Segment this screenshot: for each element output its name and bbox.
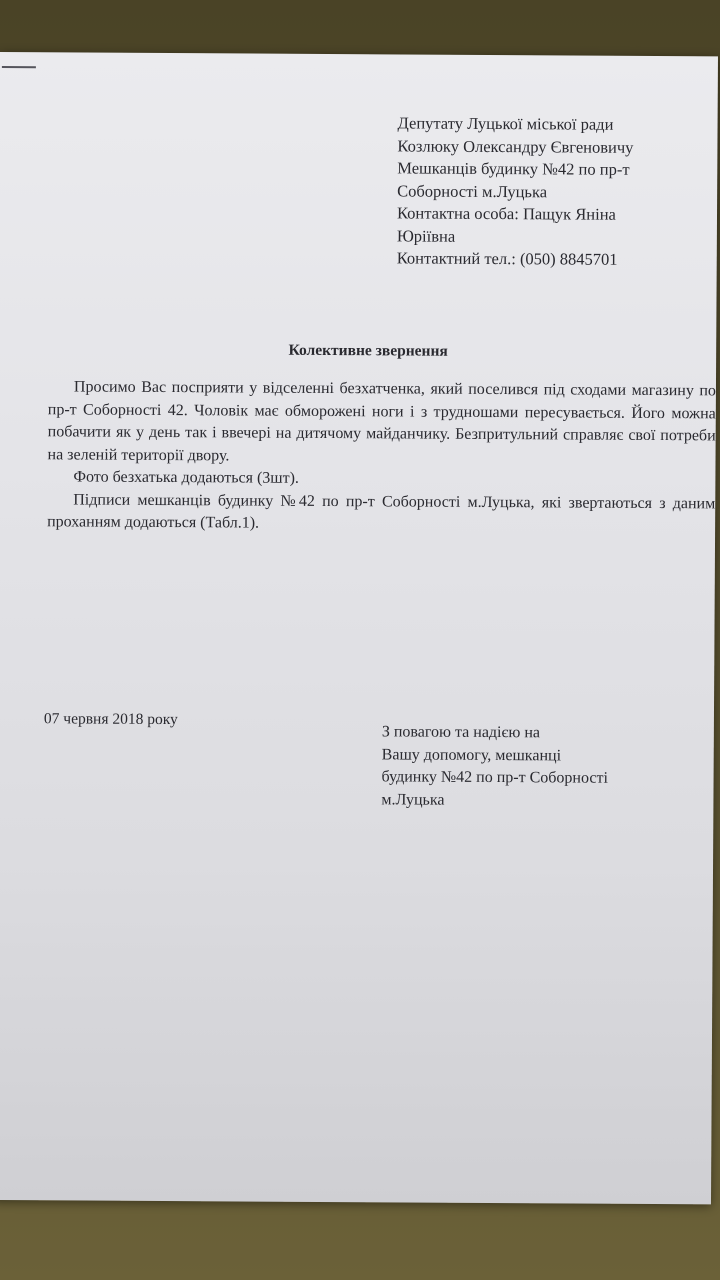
addressee-block [397,112,698,271]
addressee-line: Контактний тел.: (050) 8845701 [396,248,618,269]
addressee-line: Юріївна [396,225,456,246]
signature-block [381,721,682,813]
document-title: Колективне звернення [288,341,448,360]
addressee-line: Мешканців будинку №42 по пр-т [397,158,630,179]
document-date: 07 червня 2018 року [43,710,178,729]
addressee-line: Соборності м.Луцька [397,180,548,201]
body-paragraph: Фото безхатька додаються (3шт). [73,468,300,487]
addressee-line: Депутату Луцької міської ради [397,113,614,134]
body-paragraph: Підписи мешканців будинку №42 по пр-т Соборності м.Луцька, які звертаються з даним проханням додаються (Табл.1). [47,490,716,532]
signature-line: З повагою та надією на [381,723,541,742]
addressee-line: Козлюку Олександру Євгеновичу [397,135,634,157]
pen-mark [2,66,36,68]
signature-line: Вашу допомогу, мешканці [381,745,562,764]
body-paragraph: Просимо Вас посприяти у відселенні безхатченка, який поселився під сходами магазину по пр-т Соборності 42. Чоловік має обморожені ноги і з трудношами пересувається. Його можна побачити як у день так і ввечері на дитячому майданчику. Безпритульний справляє свої потреби на зеленій території двору. [47,378,716,464]
addressee-line: Контактна особа: Пащук Яніна [396,203,616,224]
signature-line: будинку №42 по пр-т Соборності [381,768,608,787]
signature-line: м.Луцька [381,790,445,809]
document-page [0,52,718,1204]
document-body [47,376,716,538]
